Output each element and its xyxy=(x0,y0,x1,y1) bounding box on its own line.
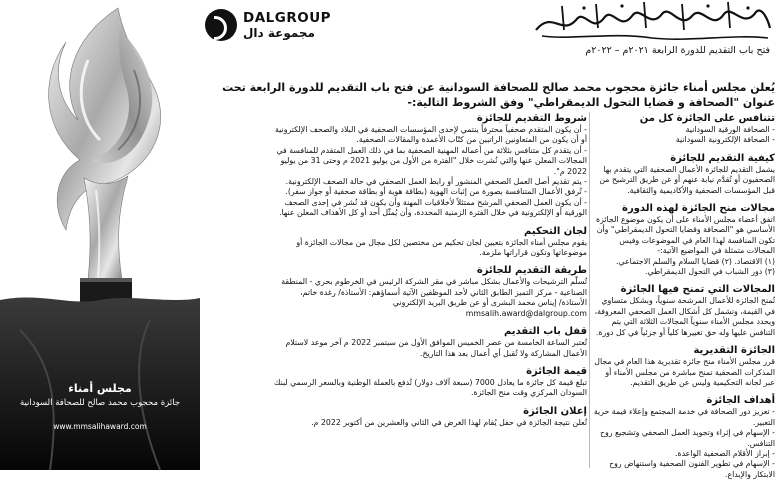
section-title: كيفية التقديم للجائزة xyxy=(670,152,775,164)
intro-paragraph: يُعلن مجلس أمناء جائزة محجوب محمد صالح للصحافة السودانية عن فتح باب التقديم للدورة الرابعة تحت عنوان "الصحافة و قضايا التحول الديمقراطي" وفق الشروط التالية:- xyxy=(222,81,775,109)
section-body: تُعتبر الساعة الخامسة من عصر الخميس الموافق الأول من سبتمبر 2022 م آخر موعد لاستلام الأعمال المشاركة ولا تُقبل أي أعمال بعد هذا التاريخ. xyxy=(285,338,587,358)
section xyxy=(593,283,775,338)
section-body: تُعلن نتيجة الجائزة في حفل يُقام لهذا الغرض في الثاني والعشرين من أكتوبر 2022 م. xyxy=(311,417,587,427)
calligraphy-title xyxy=(532,0,772,42)
section-body: تُسلّم الترشيحات والأعمال بشكل مباشر في مقر الشركة الرئيس في الخرطوم بحري - المنطقة الصناعية - مركز التميز الطابق الثاني لأحد الموظفين الآتية أسماؤهم: الأستاذة/ رغدة خاتم، الأستاذة/ إيناس محمد البشرى أو عن طريق البريد الإلكتروني mmsalih.award@dalgroup.com xyxy=(281,277,587,318)
section-title: أهداف الجائزة xyxy=(706,395,775,407)
section-body: تبلغ قيمة كل جائزة ما يعادل 7000 (سبعة آلاف دولار) تُدفع بالعملة الوطنية وبالسعر الرسمي لبنك السودان المركزي وقت منح الجائزة. xyxy=(274,377,587,398)
section xyxy=(272,112,587,219)
section xyxy=(593,394,775,480)
column-divider xyxy=(589,112,590,468)
section-title: قيمة الجائزة xyxy=(526,365,587,377)
council-title: مجلس أمناء xyxy=(68,382,132,395)
council-caption xyxy=(0,382,200,431)
section xyxy=(593,202,775,277)
trophy-panel xyxy=(0,0,200,470)
section-body: يقوم مجلس أمناء الجائزة بتعيين لجان تحكيم من مختصين لكل مجال من مجالات الجائزة أو موضوعاتها وتكون قراراتها ملزمة. xyxy=(296,237,587,258)
section-body: - الصحافة الورقية السودانية - الصحافة الإلكترونية السودانية xyxy=(675,125,775,145)
website-link[interactable]: www.mmsalihaward.com xyxy=(53,422,147,431)
section-body: قرر مجلس الأمناء منح جائزة تقديرية هذا العام في مجال المذكرات الصحفية تمنح مباشرة من مجلس الأمناء أو عبر لجانه التحكيمية وليس عن طريق التقديم. xyxy=(594,357,775,387)
section-body: - أن يكون المتقدم صحفياً محترفاً ينتمي لإحدى المؤسسات الصحفية في البلاد والصحف الإلكترونية أو أن يكون من المتعاونين الراتبين من كتّاب الأعمدة والمقالات الصحفية. - أن يتقدم كل متنافس بثلاثة من أعماله المهنية الصحفية بما في ذلك العمل المتقدم للمنافسة في المجالات المعلن عنها والتي نُشرت خلال "الفترة من الأول من يوليو 2021 م وحتى 31 من يوليو 2022 م". - يتم تقديم أصل العمل الصحفي المنشور أو رابط العمل الصحفي في حالة الصحف الإلكترونية. - تُرفق الأعمال المتنافسة بصورة من إثبات الهوية (بطاقة هوية أو بطاقة صحفية أو جواز سفر). - أن يكون العمل الصحفي المرشح ممتثلاً لأخلاقيات المهنة وأن يكون قد نُشر في إحدى الصحف الورقية أو الإلكترونية في خلال الفترة الزمنية المحددة، وأن يُمثّل أحد أو كل الأهداف المعلن عنها. xyxy=(275,125,587,218)
section-title: الجائزة التقديرية xyxy=(693,345,775,357)
section-title: تتنافس على الجائزة كل من xyxy=(639,113,775,124)
section xyxy=(272,365,587,399)
section-body: يشمل التقديم للجائزة الأعمال الصحفية التي يتقدم بها الصحفيون أو تُقدَّم نيابة عنهم أو عن طريق الترشيح من قبل المؤسسات الصحفية والأكاديمية والثقافية. xyxy=(599,164,775,195)
section xyxy=(272,225,587,259)
section-body: - تعزيز دور الصحافة في خدمة المجتمع وإعلاء قيمة حرية التعبير. - الإسهام في إثراء وتجويد العمل الصحفي وتشجيع روح التنافس. - إبراز الأقلام الصحفية الواعدة. - الإسهام في تطوير الفنون الصحفية واستنهاض روح الابتكار والإبداع. xyxy=(593,407,775,479)
section xyxy=(593,152,775,196)
section-title: قفل باب التقديم xyxy=(503,326,587,338)
right-column xyxy=(593,112,775,479)
header-subtitle: فتح باب التقديم للدورة الرابعة ٢٠٢١م – ٢٠٢٢م xyxy=(585,45,770,56)
section-body: تُمنح الجائزة للأعمال المرشحة سنوياً، وبشكل متساوي في القيمة، وتشمل كل أشكال العمل الصحفي المعروفة، ويحدد مجلس الأمناء سنوياً المجالات الثلاثة التي يتم التنافس عليها وله حق تغييرها كلياً أو جزئياً في كل دورة. xyxy=(594,296,775,337)
section xyxy=(272,264,587,319)
section-title: مجالات منح الجائزة لهذه الدورة xyxy=(622,203,775,215)
council-subtitle: جائزة محجوب محمد صالح للصحافة السودانية xyxy=(19,398,181,408)
section xyxy=(593,344,775,388)
section-title: شروط التقديم للجائزة xyxy=(476,113,587,124)
section xyxy=(593,112,775,146)
logo-text-en: DALGROUP xyxy=(243,10,332,26)
logo-text-ar: مجموعة دال xyxy=(243,26,315,40)
header xyxy=(200,0,780,68)
middle-column xyxy=(272,112,587,470)
section-body: اتفق أعضاء مجلس الأمناء على أن يكون موضوع الجائزة الأساسي هو "الصحافة وقضايا التحول الديمقراطي" وأن تكون المنافسة لهذا العام في الموضوعات وفيس المجالات متمثلة في المواضيع الآتية:- (١) الاقتصاد. (٢) قضايا السلام والسلم الاجتماعي. (٣) دور الشباب في التحول الديمقراطي. xyxy=(595,215,775,277)
dalgroup-logo xyxy=(205,9,332,43)
section xyxy=(272,405,587,428)
section-title: المجالات التي تمنح فيها الجائزة xyxy=(620,284,775,296)
section xyxy=(272,325,587,359)
section-title: طريقة التقديم للجائزة xyxy=(476,265,587,277)
section-title: إعلان الجائزة xyxy=(523,405,587,417)
section-title: لجان التحكيم xyxy=(524,225,587,237)
dal-logo-icon xyxy=(205,9,237,41)
